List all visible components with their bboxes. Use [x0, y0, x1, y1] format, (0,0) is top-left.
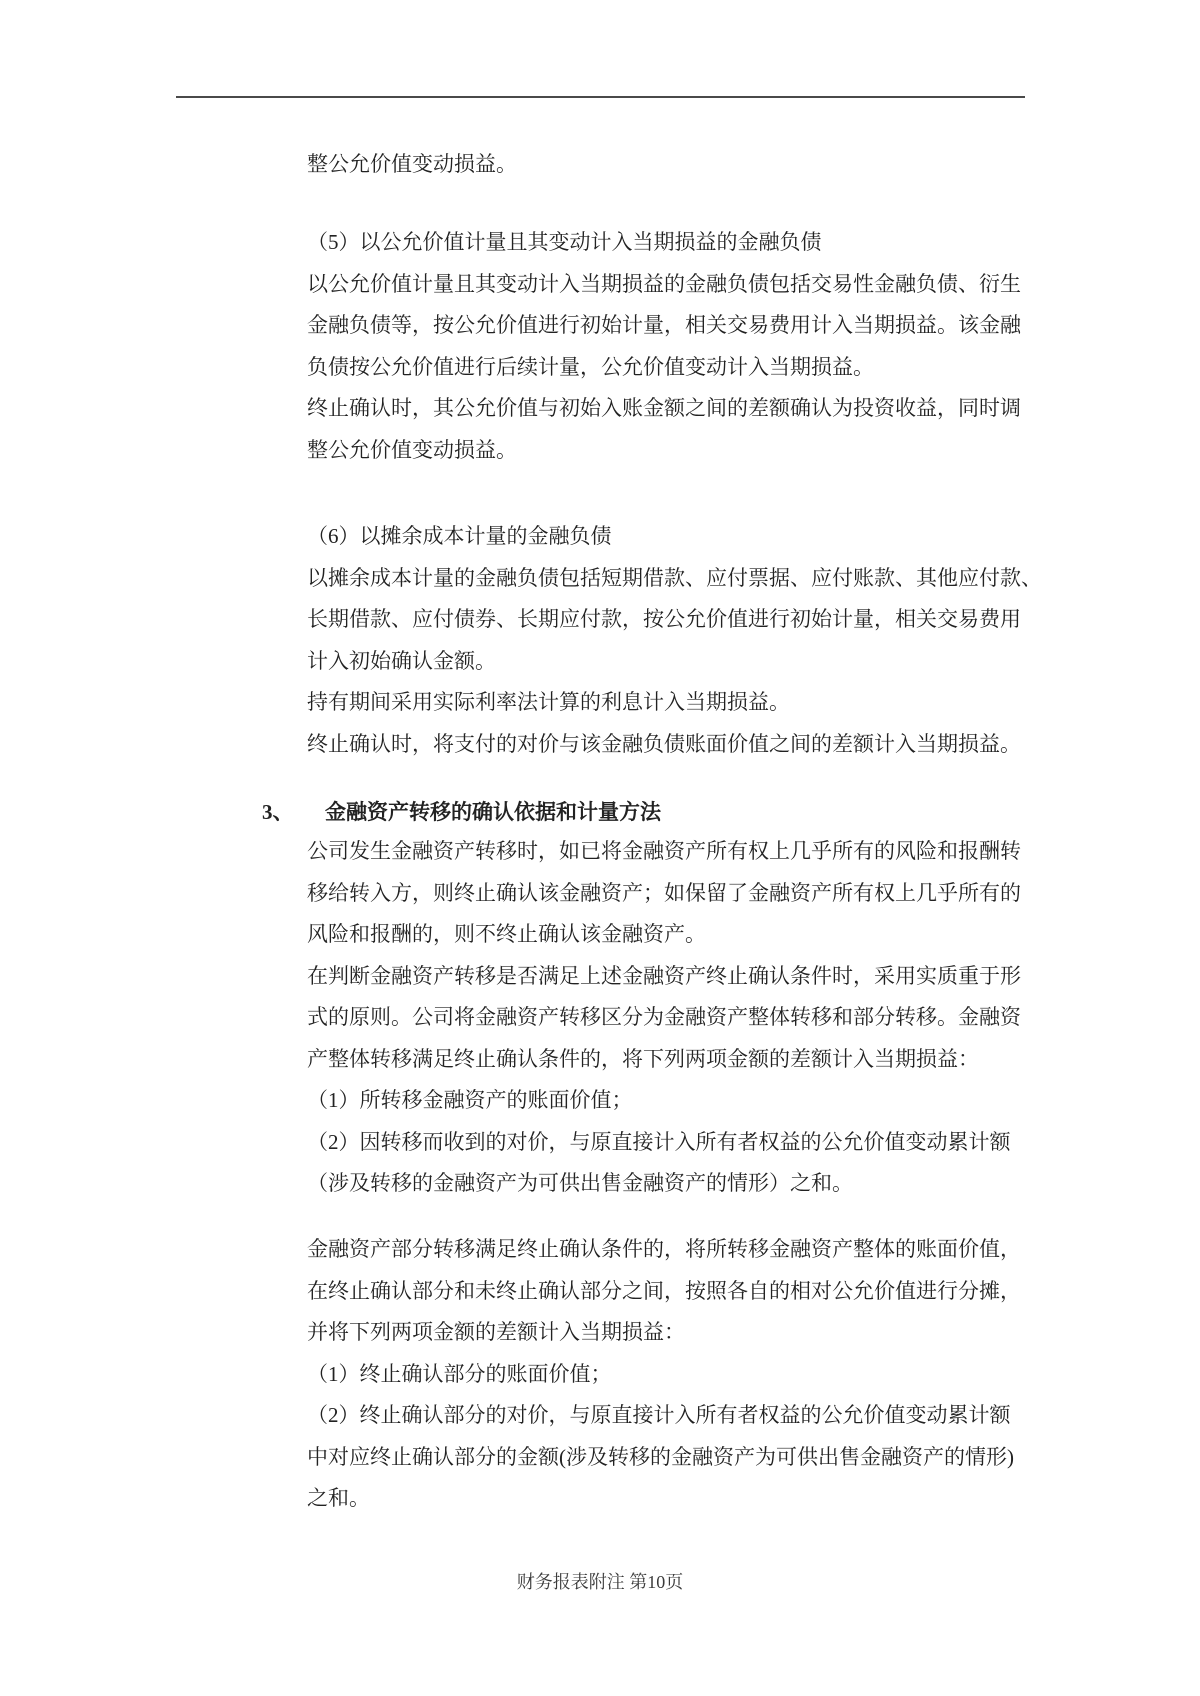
text-line: 以摊余成本计量的金融负债包括短期借款、应付票据、应付账款、其他应付款、 [307, 565, 1042, 590]
text-line: 公司发生金融资产转移时，如已将金融资产所有权上几乎所有的风险和报酬转 [307, 839, 1021, 863]
paragraph-section-5 [307, 222, 1023, 471]
text-line: 负债按公允价值进行后续计量，公允价值变动计入当期损益。 [307, 354, 874, 379]
list-item: （2）终止确认部分的对价，与原直接计入所有者权益的公允价值变动累计额 [307, 1403, 1011, 1427]
subsection-title: （5）以公允价值计量且其变动计入当期损益的金融负债 [307, 230, 822, 254]
text-line: 产整体转移满足终止确认条件的，将下列两项金额的差额计入当期损益： [307, 1046, 979, 1071]
text-line: 风险和报酬的，则不终止确认该金融资产。 [307, 922, 706, 946]
text-line: 终止确认时，将支付的对价与该金融负债账面价值之间的差额计入当期损益。 [307, 731, 1021, 756]
text-line: 整公允价值变动损益。 [307, 437, 517, 462]
paragraph-section-6 [307, 516, 1042, 765]
text-line: 之和。 [307, 1486, 370, 1510]
paragraph-continuation [307, 144, 1023, 186]
section-title: 金融资产转移的确认依据和计量方法 [325, 800, 661, 824]
text-line: 中对应终止确认部分的金额(涉及转移的金融资产为可供出售金融资产的情形) [307, 1444, 1014, 1469]
header-rule [176, 96, 1025, 98]
text-line: 金融资产部分转移满足终止确认条件的，将所转移金融资产整体的账面价值， [307, 1237, 1021, 1261]
text-line: 并将下列两项金额的差额计入当期损益： [307, 1320, 685, 1344]
text-line: （涉及转移的金融资产为可供出售金融资产的情形）之和。 [307, 1171, 853, 1195]
section-heading [262, 792, 661, 834]
text-line: 在判断金融资产转移是否满足上述金融资产终止确认条件时，采用实质重于形 [307, 963, 1021, 988]
paragraph-transfer-partial [307, 1229, 1023, 1520]
list-item: （1）终止确认部分的账面价值； [307, 1361, 612, 1386]
text-line: 移给转入方，则终止确认该金融资产；如保留了金融资产所有权上几乎所有的 [307, 880, 1021, 905]
text-line: 终止确认时，其公允价值与初始入账金额之间的差额确认为投资收益，同时调 [307, 396, 1021, 420]
paragraph-transfer-whole [307, 831, 1023, 1205]
text-line: 长期借款、应付债券、长期应付款，按公允价值进行初始计量，相关交易费用 [307, 607, 1021, 631]
text-line: 式的原则。公司将金融资产转移区分为金融资产整体转移和部分转移。金融资 [307, 1005, 1021, 1029]
text-line: 以公允价值计量且其变动计入当期损益的金融负债包括交易性金融负债、衍生 [307, 271, 1021, 296]
text-line: 在终止确认部分和未终止确认部分之间，按照各自的相对公允价值进行分摊， [307, 1278, 1021, 1303]
list-item: （1）所转移金融资产的账面价值； [307, 1088, 633, 1112]
page-footer: 财务报表附注 第10页 [516, 1572, 684, 1592]
list-item: （2）因转移而收到的对价，与原直接计入所有者权益的公允价值变动累计额 [307, 1129, 1011, 1154]
text-line: 整公允价值变动损益。 [307, 152, 517, 176]
text-line: 计入初始确认金额。 [307, 648, 496, 673]
subsection-title: （6）以摊余成本计量的金融负债 [307, 524, 612, 548]
text-line: 持有期间采用实际利率法计算的利息计入当期损益。 [307, 690, 790, 714]
text-line: 金融负债等，按公允价值进行初始计量，相关交易费用计入当期损益。该金融 [307, 313, 1021, 337]
section-number: 3、 [262, 800, 294, 824]
